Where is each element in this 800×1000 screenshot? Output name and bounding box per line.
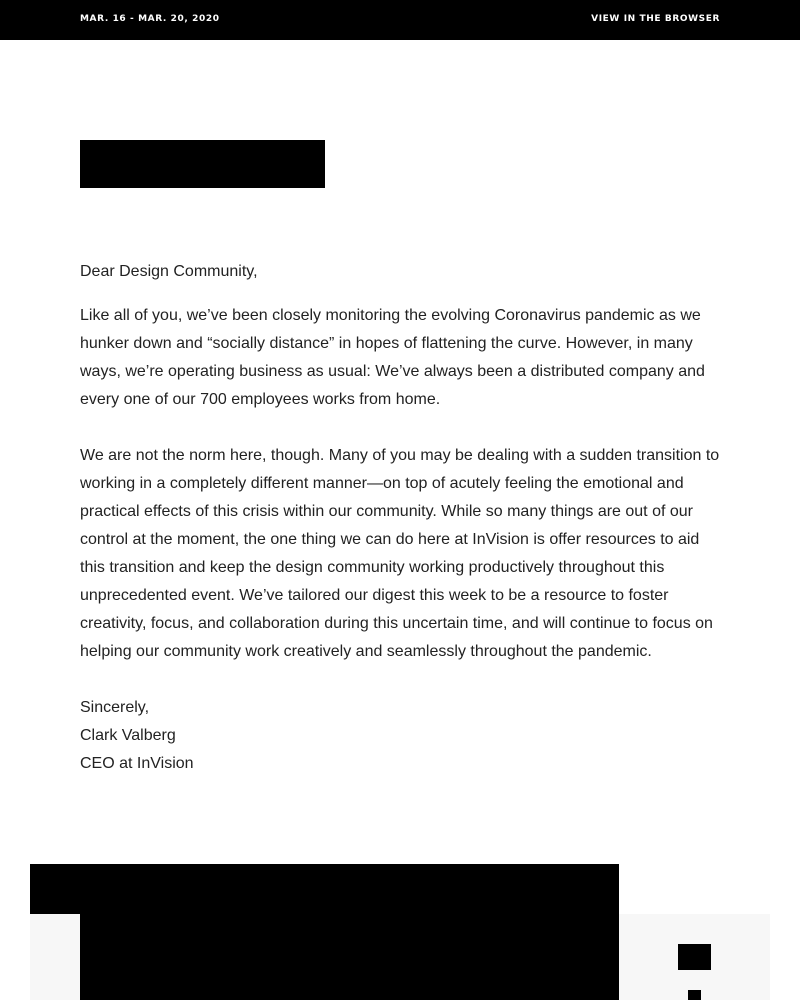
paragraph-2: We are not the norm here, though. Many of you may be dealing with a sudden transition to working in a completely different manner—on top of acutely feeling the emotional and practical effects of this crisis within our community. While so many things are out of our control at the moment, the one thing we can do here at InVision is offer resources to aid this transition and keep the design community working productively throughout this unprecedented event. We’ve tailored our digest this week to be a resource to foster creativity, focus, and collaboration during this uncertain time, and will continue to focus on helping our community work creatively and seamlessly throughout the pandemic.	[80, 447, 720, 660]
letter-body	[80, 258, 720, 778]
header-bar	[0, 0, 800, 40]
paragraph-1: Like all of you, we’ve been closely monitoring the evolving Coronavirus pandemic as we hunker down and “socially distance” in hopes of flattening the curve. However, in many ways, we’re operating business as usual: We’ve always been a distributed company and every one of our 700 employees works from home.	[80, 307, 705, 408]
signature-title: CEO at InVision	[80, 755, 194, 772]
feature-icon	[678, 944, 711, 970]
feature-image[interactable]	[80, 914, 619, 1000]
feature-panel-left	[30, 914, 80, 1000]
greeting: Dear Design Community,	[80, 263, 258, 280]
feature-icon-small	[688, 990, 701, 1000]
logo-image	[80, 140, 325, 188]
date-range: MAR. 16 - MAR. 20, 2020	[80, 14, 220, 24]
feature-image-top	[30, 864, 619, 914]
view-in-browser-link[interactable]: VIEW IN THE BROWSER	[591, 14, 720, 24]
closing: Sincerely,	[80, 699, 150, 716]
signature-name: Clark Valberg	[80, 727, 176, 744]
